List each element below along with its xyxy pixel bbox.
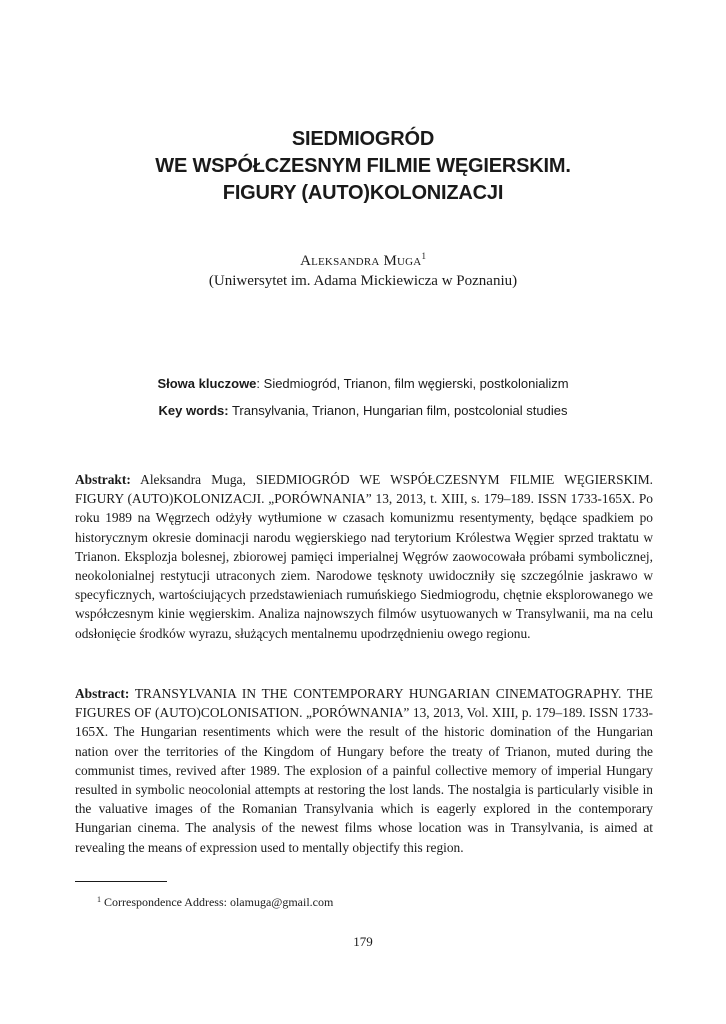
footnote-text: Correspondence Address: olamuga@gmail.com [104, 895, 334, 909]
abstract-english [75, 684, 653, 857]
title-line-3: FIGURY (AUTO)KOLONIZACJI [222, 182, 504, 204]
page-number: 179 [353, 934, 373, 949]
author-block [0, 246, 726, 291]
abstract-english-label: Abstract: [75, 686, 130, 701]
article-title [0, 126, 726, 207]
abstract-polish-label: Abstrakt: [75, 472, 131, 487]
keywords-english [0, 402, 726, 420]
abstract-polish [75, 470, 653, 643]
abstract-polish-text: Aleksandra Muga, SIEDMIOGRÓD WE WSPÓŁCZESNYM FILMIE WĘGIERSKIM. FIGURY (AUTO)KOLONIZACJI. „PORÓWNANIA” 13, 2013, t. XIII, s. 179–189. ISSN 1733-165X. Po roku 1989 na Węgrzech odżyły wytłumione w czasach komunizmu resentymenty, będące spadkiem po historycznym okresie dominacji narodu węgierskiego nad terytorium Królestwa Węgier sprzed traktatu w Trianon. Eksplozja bolesnej, zbiorowej pamięci imperialnej Węgrów zaowocowała próbami symbolicznej, neokolonialnej restytucji utraconych ziem. Narodowe tęsknoty uwidoczniły się szczególnie jaskrawo w specyficznych, wartościujących przedstawieniach rumuńskiego Siedmiogrodu, chętnie eksplorowanego we współczesnym kinie węgierskim. Analiza najnowszych filmów usytuowanych w Transylwanii, ma na celu odsłonięcie środków wyrazu, służących mentalnemu upodrzędnieniu owego regionu. [75, 472, 653, 641]
keywords-english-label: Key words: [158, 403, 229, 418]
title-line-1: SIEDMIOGRÓD [291, 128, 435, 150]
footnote-divider [75, 881, 167, 882]
keywords-polish-label: Słowa kluczowe [157, 376, 257, 391]
keywords-polish [0, 375, 726, 393]
footnote [97, 892, 333, 910]
footnote-mark: 1 [97, 895, 101, 904]
author-name: Aleksandra Muga [300, 253, 422, 269]
keywords-english-text: Transylvania, Trianon, Hungarian film, postcolonial studies [228, 403, 568, 418]
author-footnote-mark: 1 [421, 251, 426, 261]
author-affiliation: (Uniwersytet im. Adama Mickiewicza w Poznaniu) [208, 273, 518, 289]
abstract-english-text: TRANSYLVANIA IN THE CONTEMPORARY HUNGARIAN CINEMATOGRAPHY. THE FIGURES OF (AUTO)COLONISATION. „PORÓWNANIA” 13, 2013, Vol. XIII, p. 179–189. ISSN 1733-165X. The Hungarian resentiments which were the result of the historic domination of the Hungarian nation over the territories of the Kingdom of Hungary before the treaty of Trianon, muted during the communist times, revived after 1989. The explosion of a painful collective memory of imperial Hungary resulted in symbolic neocolonial attempts at restoring the lost lands. The nostalgia is particularly visible in the valuative images of the Romanian Transylvania which is eagerly explored in the contemporary Hungarian cinema. The analysis of the newest films whose location was in Transylvania, is aimed at revealing the means of expression used to mentally objectify this region. [75, 686, 653, 855]
keywords-polish-text: : Siedmiogród, Trianon, film węgierski, postkolonializm [256, 376, 569, 391]
title-line-2: WE WSPÓŁCZESNYM FILMIE WĘGIERSKIM. [155, 155, 571, 177]
